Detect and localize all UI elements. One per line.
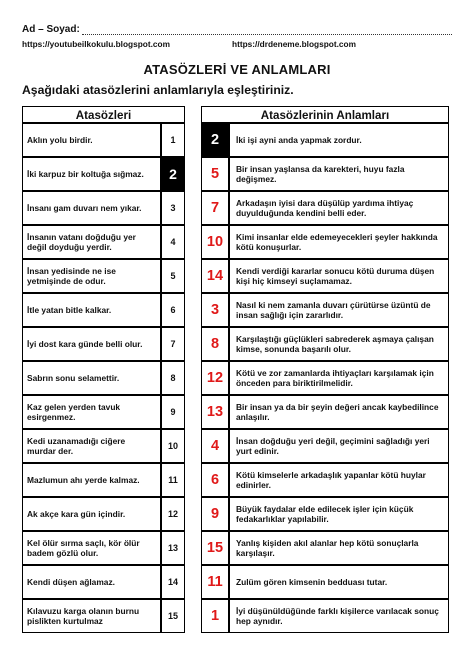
proverb-number-cell-text: 6 — [170, 305, 176, 315]
meaning-cell-text: İki işi ayni anda yapmak zordur. — [236, 134, 362, 145]
answer-number-cell-text: 13 — [206, 404, 224, 420]
proverb-number-cell-text: 11 — [168, 475, 178, 485]
answer-number-cell-text: 7 — [210, 200, 220, 216]
proverb-number-cell — [161, 429, 185, 463]
proverb-number-cell-text: 3 — [170, 203, 176, 213]
proverb-number-cell-text: 14 — [167, 577, 178, 587]
answer-number-cell-text: 1 — [210, 608, 220, 624]
meaning-cell — [229, 361, 449, 395]
proverb-cell — [22, 429, 161, 463]
proverb-number-cell — [161, 463, 185, 497]
proverb-cell-text: Kendi düşen ağlamaz. — [27, 576, 115, 587]
answer-number-cell[interactable] — [201, 293, 229, 327]
proverb-number-cell-text: 8 — [170, 373, 176, 383]
meaning-cell-text: Zulüm gören kimsenin bedduası tutar. — [236, 576, 388, 587]
meaning-cell — [229, 293, 449, 327]
proverb-cell — [22, 123, 161, 157]
proverb-number-cell-text: 12 — [167, 509, 178, 519]
proverb-cell — [22, 157, 161, 191]
proverb-cell — [22, 191, 161, 225]
proverb-number-cell — [161, 565, 185, 599]
proverb-cell-text: İyi dost kara günde belli olur. — [27, 338, 143, 349]
proverb-cell — [22, 225, 161, 259]
meaning-cell — [229, 599, 449, 633]
proverb-number-cell — [161, 157, 185, 191]
proverb-cell-text: Kaz gelen yerden tavuk esirgenmez. — [27, 401, 121, 422]
answer-number-cell[interactable] — [201, 157, 229, 191]
proverb-cell-text: İnsanı gam duvarı nem yıkar. — [27, 202, 142, 213]
meaning-cell-text: Kötü ve zor zamanlarda ihtiyaçları karşılamak için önceden para biriktirilmelidir. — [236, 367, 434, 388]
proverb-cell — [22, 361, 161, 395]
meaning-cell — [229, 429, 449, 463]
meaning-cell — [229, 123, 449, 157]
answer-number-cell[interactable] — [201, 565, 229, 599]
proverb-cell — [22, 327, 161, 361]
proverb-number-cell-text: 1 — [170, 135, 176, 145]
proverb-cell-text: İnsanın vatanı doğduğu yer değil doyduğu yerdir. — [27, 231, 136, 252]
proverb-cell-text: Aklın yolu birdir. — [27, 134, 93, 145]
answer-number-cell[interactable] — [201, 259, 229, 293]
column-header-meanings: Atasözlerinin Anlamları — [201, 106, 449, 123]
proverb-cell — [22, 293, 161, 327]
answer-number-cell[interactable] — [201, 327, 229, 361]
answer-number-cell[interactable] — [201, 463, 229, 497]
answer-number-cell[interactable] — [201, 361, 229, 395]
proverb-cell-text: Mazlumun ahı yerde kalmaz. — [27, 474, 140, 485]
meaning-cell — [229, 225, 449, 259]
answer-number-cell-text: 9 — [210, 506, 220, 522]
meaning-cell-text: İyi düşünüldüğünde farklı kişilerce varılacak sonuç hep aynıdır. — [236, 605, 439, 626]
proverb-cell-text: Kılavuzu karga olanın burnu pislikten kurtulmaz — [27, 605, 140, 626]
name-label: Ad – Soyad: — [22, 24, 80, 35]
proverb-cell-text: Ak akçe kara gün içindir. — [27, 508, 126, 519]
link-drdeneme[interactable]: https://drdeneme.blogspot.com — [232, 39, 356, 49]
meaning-cell — [229, 463, 449, 497]
meaning-cell-text: Bir insan ya da bir şeyin değeri ancak kaybedilince anlaşılır. — [236, 401, 439, 422]
proverb-number-cell-text: 7 — [170, 339, 176, 349]
answer-number-cell[interactable] — [201, 497, 229, 531]
instruction-text: Aşağıdaki atasözlerini anlamlarıyla eşleştiriniz. — [22, 83, 294, 97]
answer-number-cell-text: 4 — [210, 438, 220, 454]
proverb-number-cell — [161, 531, 185, 565]
proverb-number-cell — [161, 225, 185, 259]
meaning-cell — [229, 565, 449, 599]
proverb-cell-text: Kedi uzanamadığı ciğere murdar der. — [27, 435, 126, 456]
answer-number-cell-text: 8 — [210, 336, 220, 352]
proverb-number-cell-text: 2 — [169, 166, 177, 182]
meaning-cell-text: Kendi verdiği kararlar sonucu kötü duruma düşen kişi hiç kimseyi suçlamamaz. — [236, 265, 435, 286]
meaning-cell-text: Büyük faydalar elde edilecek işler için küçük fedakarlıklar yapılabilir. — [236, 503, 414, 524]
proverb-number-cell-text: 5 — [170, 271, 176, 281]
answer-number-cell-text: 2 — [210, 132, 220, 148]
proverb-number-cell-text: 9 — [170, 407, 176, 417]
proverb-cell-text: Kel ölür sırma saçlı, kör ölür badem gözlü olur. — [27, 537, 140, 558]
meaning-cell — [229, 531, 449, 565]
link-youtubeilkokulu[interactable]: https://youtubeilkokulu.blogspot.com — [22, 39, 170, 49]
name-blank-line[interactable] — [82, 25, 452, 35]
proverb-number-cell-text: 10 — [167, 441, 178, 451]
proverb-cell — [22, 565, 161, 599]
proverb-number-cell — [161, 123, 185, 157]
answer-number-cell-text: 3 — [210, 302, 220, 318]
meaning-cell — [229, 497, 449, 531]
proverb-number-cell — [161, 395, 185, 429]
proverb-cell — [22, 497, 161, 531]
answer-number-cell-text: 14 — [206, 268, 224, 284]
proverb-cell — [22, 463, 161, 497]
answer-number-cell-text: 10 — [206, 234, 224, 250]
proverb-number-cell — [161, 599, 185, 633]
proverb-number-cell — [161, 327, 185, 361]
proverb-cell — [22, 599, 161, 633]
page-title: ATASÖZLERİ VE ANLAMLARI — [143, 62, 331, 77]
meaning-cell — [229, 157, 449, 191]
answer-number-cell[interactable] — [201, 395, 229, 429]
meaning-cell-text: Kimi insanlar elde edemeyecekleri şeyler hakkında kötü konuşurlar. — [236, 231, 438, 252]
proverb-number-cell — [161, 191, 185, 225]
answer-number-cell[interactable] — [201, 191, 229, 225]
meaning-cell-text: Bir insan yaşlansa da karekteri, huyu fazla değişmez. — [236, 163, 405, 184]
meaning-cell-text: Arkadaşın iyisi dara düşülüp yardıma ihtiyaç duyulduğunda kendini belli eder. — [236, 197, 414, 218]
meaning-cell-text: Karşılaştığı güçlükleri sabrederek aşmaya çalışan kimse, sonunda başarılı olur. — [236, 333, 434, 354]
name-field — [22, 24, 462, 35]
answer-number-cell-text: 15 — [206, 540, 224, 556]
proverb-number-cell-text: 15 — [167, 611, 178, 621]
meaning-cell — [229, 191, 449, 225]
proverb-number-cell — [161, 293, 185, 327]
meaning-cell-text: Yanlış kişiden akıl alanlar hep kötü sonuçlarla karşılaşır. — [236, 537, 419, 558]
meaning-cell — [229, 259, 449, 293]
proverb-number-cell — [161, 259, 185, 293]
proverb-cell — [22, 259, 161, 293]
meaning-cell — [229, 395, 449, 429]
header-links — [22, 39, 462, 49]
meaning-cell-text: Kötü kimselerle arkadaşlık yapanlar kötü huylar edinirler. — [236, 469, 426, 490]
answer-number-cell[interactable] — [201, 429, 229, 463]
proverb-cell — [22, 531, 161, 565]
proverb-number-cell — [161, 497, 185, 531]
answer-number-cell-text: 12 — [206, 370, 224, 386]
proverb-number-cell-text: 4 — [170, 237, 176, 247]
meaning-cell-text: İnsan doğduğu yeri değil, geçimini sağladığı yeri yurt edinir. — [236, 435, 430, 456]
answer-number-cell[interactable] — [201, 599, 229, 633]
proverb-cell-text: Sabrın sonu selamettir. — [27, 372, 120, 383]
proverb-cell — [22, 395, 161, 429]
meaning-cell — [229, 327, 449, 361]
answer-number-cell-text: 6 — [210, 472, 220, 488]
proverb-number-cell — [161, 361, 185, 395]
answer-number-cell-text: 5 — [210, 166, 220, 182]
proverb-cell-text: İnsan yedisinde ne ise yetmişinde de odur. — [27, 265, 116, 286]
proverb-cell-text: İtle yatan bitle kalkar. — [27, 304, 112, 315]
answer-number-cell[interactable] — [201, 123, 229, 157]
answer-number-cell[interactable] — [201, 225, 229, 259]
proverb-number-cell-text: 13 — [167, 543, 178, 553]
answer-number-cell-text: 11 — [207, 574, 223, 590]
meaning-cell-text: Nasıl ki nem zamanla duvarı çürütürse üzüntü de insan sağlığı için zararlıdır. — [236, 299, 431, 320]
column-header-proverbs: Atasözleri — [22, 106, 185, 123]
answer-number-cell[interactable] — [201, 531, 229, 565]
proverb-cell-text: İki karpuz bir koltuğa sığmaz. — [27, 168, 144, 179]
